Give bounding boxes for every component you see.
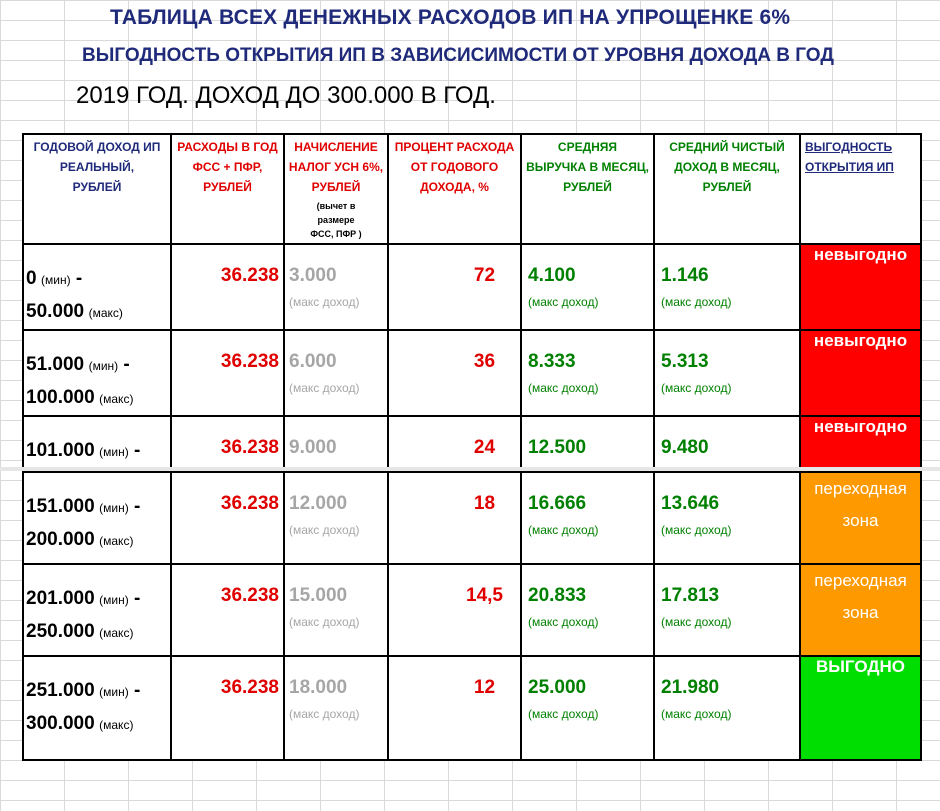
max-income-note: (макс доход) <box>289 707 360 721</box>
min-label: (мин) <box>99 685 129 699</box>
max-label: (макс) <box>99 534 134 548</box>
income-to: 250.000 <box>26 621 95 642</box>
tax-cell: 3.000 (макс доход) <box>284 244 388 330</box>
max-income-note: (макс доход) <box>528 381 599 395</box>
max-income-note: (макс доход) <box>661 615 732 629</box>
tax-cell: 6.000 (макс доход) <box>284 330 388 416</box>
percent-cell: 36 <box>388 330 521 416</box>
tax-cell: 18.000 (макс доход) <box>284 656 388 760</box>
income-from: 51.000 <box>26 354 85 375</box>
income-to: 200.000 <box>26 529 95 550</box>
expenses-table <box>22 133 922 761</box>
max-income-note: (макс доход) <box>289 295 360 309</box>
expenses-cell: 36.238 <box>171 330 284 416</box>
income-range-cell: 0 (мин) - 50.000 (макс) <box>23 244 171 330</box>
revenue-cell: 8.333 (макс доход) <box>521 330 654 416</box>
verdict-badge: ВЫГОДНО <box>816 657 905 676</box>
max-income-note: (макс доход) <box>289 523 360 537</box>
verdict-cell <box>800 656 921 760</box>
verdict-badge: невыгодно <box>813 245 908 264</box>
income-from: 251.000 <box>26 680 95 701</box>
expenses-cell: 36.238 <box>171 472 284 564</box>
max-label: (макс) <box>99 392 134 406</box>
income-to: 100.000 <box>26 387 95 408</box>
header-expenses: РАСХОДЫ В ГОД ФСС + ПФР, РУБЛЕЙ <box>171 134 284 244</box>
verdict-badge: невыгодно <box>813 331 908 350</box>
table-row <box>23 564 921 656</box>
expenses-cell: 36.238 <box>171 564 284 656</box>
max-income-note: (макс доход) <box>289 381 360 395</box>
header-net: СРЕДНИЙ ЧИСТЫЙ ДОХОД В МЕСЯЦ, РУБЛЕЙ <box>654 134 800 244</box>
year-income-caption: 2019 ГОД. ДОХОД ДО 300.000 В ГОД. <box>76 82 496 109</box>
verdict-cell <box>800 472 921 564</box>
min-label: (мин) <box>99 501 129 515</box>
tax-cell: 12.000 (макс доход) <box>284 472 388 564</box>
revenue-cell: 25.000 (макс доход) <box>521 656 654 760</box>
revenue-cell: 16.666 (макс доход) <box>521 472 654 564</box>
income-from: 201.000 <box>26 588 95 609</box>
header-revenue: СРЕДНЯЯ ВЫРУЧКА В МЕСЯЦ, РУБЛЕЙ <box>521 134 654 244</box>
table-row <box>23 656 921 760</box>
net-income-cell: 9.480 <box>654 416 800 472</box>
verdict-badge: переходная зона <box>814 571 907 622</box>
income-range-cell: 201.000 (мин) - 250.000 (макс) <box>23 564 171 656</box>
percent-cell: 14,5 <box>388 564 521 656</box>
revenue-cell: 4.100 (макс доход) <box>521 244 654 330</box>
table-row <box>23 244 921 330</box>
verdict-cell <box>800 564 921 656</box>
max-income-note: (макс доход) <box>528 523 599 537</box>
expenses-cell: 36.238 <box>171 656 284 760</box>
max-label: (макс) <box>99 718 134 732</box>
income-from: 151.000 <box>26 496 95 517</box>
header-tax-note: (вычет в размере ФСС, ПФР ) <box>310 201 362 239</box>
net-income-cell: 21.980 (макс доход) <box>654 656 800 760</box>
verdict-cell <box>800 416 921 472</box>
net-income-cell: 1.146 (макс доход) <box>654 244 800 330</box>
percent-cell: 24 <box>388 416 521 472</box>
max-income-note: (макс доход) <box>528 295 599 309</box>
max-income-note: (макс доход) <box>661 523 732 537</box>
percent-cell: 72 <box>388 244 521 330</box>
percent-cell: 12 <box>388 656 521 760</box>
income-range-cell: 151.000 (мин) - 200.000 (макс) <box>23 472 171 564</box>
revenue-cell: 12.500 <box>521 416 654 472</box>
min-label: (мин) <box>41 273 71 287</box>
verdict-cell <box>800 330 921 416</box>
header-percent: ПРОЦЕНТ РАСХОДА ОТ ГОДОВОГО ДОХОДА, % <box>388 134 521 244</box>
table-row <box>23 330 921 416</box>
table-row <box>23 472 921 564</box>
page-subtitle: ВЫГОДНОСТЬ ОТКРЫТИЯ ИП В ЗАВИСИСИМОСТИ ОТ УРОВНЯ ДОХОДА В ГОД <box>82 45 834 66</box>
income-to: 300.000 <box>26 713 95 734</box>
verdict-badge: невыгодно <box>813 417 908 436</box>
max-label: (макс) <box>99 626 134 640</box>
max-income-note: (макс доход) <box>661 295 732 309</box>
tax-cell: 15.000 (макс доход) <box>284 564 388 656</box>
sheet-split-line <box>0 467 940 471</box>
table-row <box>23 416 921 472</box>
expenses-cell: 36.238 <box>171 244 284 330</box>
max-income-note: (макс доход) <box>661 707 732 721</box>
verdict-badge: переходная зона <box>814 479 907 530</box>
max-label: (макс) <box>88 306 123 320</box>
min-label: (мин) <box>99 445 129 459</box>
expenses-cell: 36.238 <box>171 416 284 472</box>
income-from: 0 <box>26 268 37 289</box>
header-verdict: ВЫГОДНОСТЬ ОТКРЫТИЯ ИП <box>800 134 921 244</box>
net-income-cell: 5.313 (макс доход) <box>654 330 800 416</box>
min-label: (мин) <box>99 593 129 607</box>
max-income-note: (макс доход) <box>528 615 599 629</box>
tax-cell: 9.000 <box>284 416 388 472</box>
revenue-cell: 20.833 (макс доход) <box>521 564 654 656</box>
verdict-cell <box>800 244 921 330</box>
header-tax: НАЧИСЛЕНИЕ НАЛОГ УСН 6%, РУБЛЕЙ (вычет в размере ФСС, ПФР ) <box>284 134 388 244</box>
income-range-cell: 251.000 (мин) - 300.000 (макс) <box>23 656 171 760</box>
header-row <box>23 134 921 244</box>
min-label: (мин) <box>88 359 119 373</box>
max-income-note: (макс доход) <box>528 707 599 721</box>
income-range-cell: 101.000 (мин) - <box>23 416 171 472</box>
max-income-note: (макс доход) <box>289 615 360 629</box>
percent-cell: 18 <box>388 472 521 564</box>
income-to: 50.000 <box>26 301 85 322</box>
income-range-cell: 51.000 (мин) - 100.000 (макс) <box>23 330 171 416</box>
net-income-cell: 13.646 (макс доход) <box>654 472 800 564</box>
max-income-note: (макс доход) <box>661 381 732 395</box>
net-income-cell: 17.813 (макс доход) <box>654 564 800 656</box>
header-income: ГОДОВОЙ ДОХОД ИП РЕАЛЬНЫЙ, РУБЛЕЙ <box>23 134 171 244</box>
income-from: 101.000 <box>26 440 95 461</box>
page-title: ТАБЛИЦА ВСЕХ ДЕНЕЖНЫХ РАСХОДОВ ИП НА УПРОЩЕНКЕ 6% <box>110 6 791 29</box>
